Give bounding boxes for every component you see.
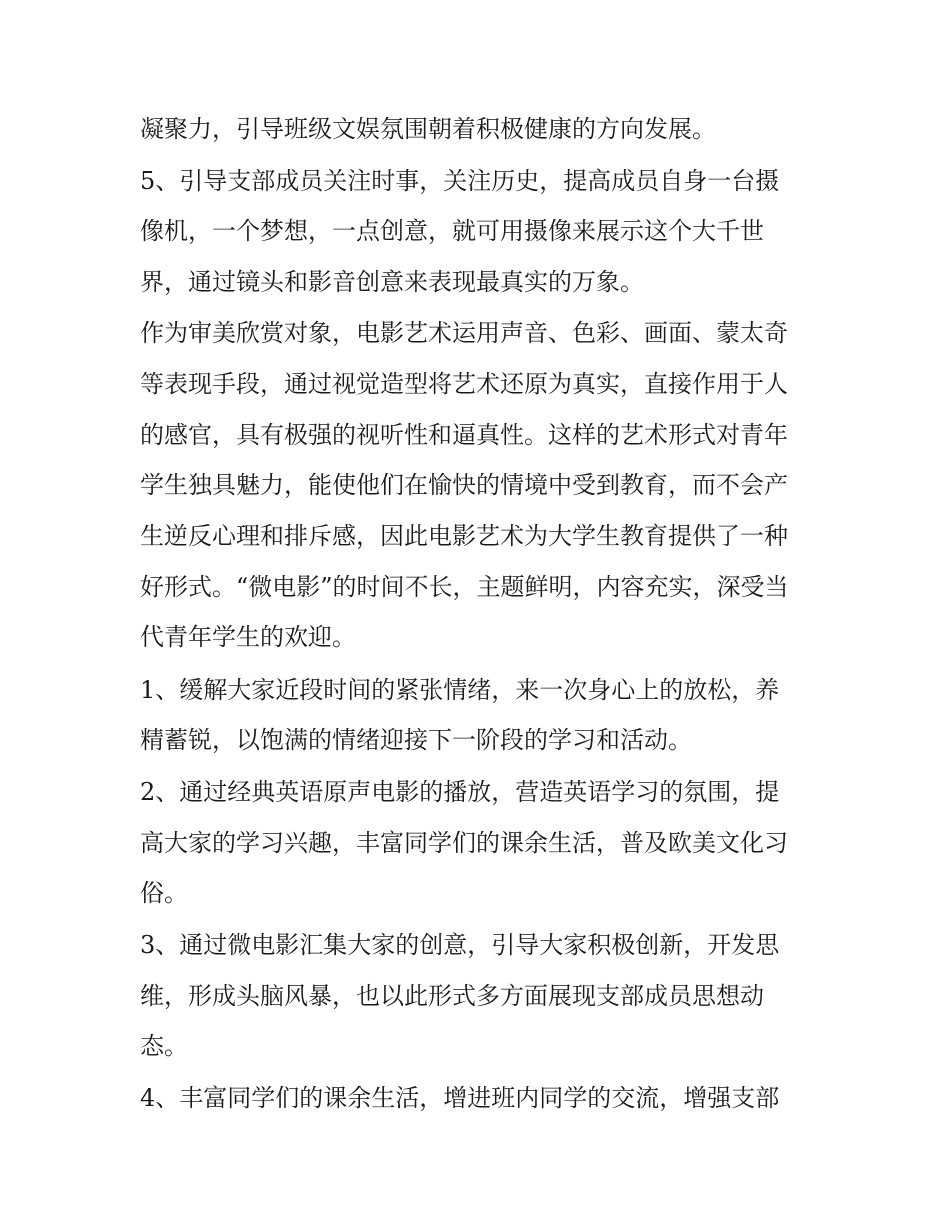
text-line: 凝聚力，引导班级文娱氛围朝着积极健康的方向发展。 [140,115,716,143]
text-line: 生逆反心理和排斥感，因此电影艺术为大学生教育提供了一种 [140,522,788,550]
text-line: 界，通过镜头和影音创意来表现最真实的万象。 [140,268,644,296]
text-line: 代青年学生的欢迎。 [140,623,356,651]
text-line: 5、引导支部成员关注时事，关注历史，提高成员自身一台摄 [140,167,780,195]
text-line: 等表现手段，通过视觉造型将艺术还原为真实，直接作用于人 [140,370,788,398]
text-line: 好形式。“微电影”的时间不长，主题鲜明，内容充实，深受当 [140,573,789,601]
text-line: 4、丰富同学们的课余生活，增进班内同学的交流，增强支部 [140,1084,780,1112]
text-line: 精蓄锐，以饱满的情绪迎接下一阶段的学习和活动。 [140,726,692,754]
text-line: 的感官，具有极强的视听性和逼真性。这样的艺术形式对青年 [140,421,788,449]
text-line: 作为审美欣赏对象，电影艺术运用声音、色彩、画面、蒙太奇 [140,319,788,347]
text-line: 高大家的学习兴趣，丰富同学们的课余生活，普及欧美文化习 [140,829,788,857]
text-line: 态。 [140,1032,188,1060]
text-line: 维，形成头脑风暴，也以此形式多方面展现支部成员思想动 [140,982,764,1010]
text-line: 3、通过微电影汇集大家的创意，引导大家积极创新，开发思 [140,931,780,959]
text-line: 像机，一个梦想，一点创意，就可用摄像来展示这个大千世 [140,217,764,245]
text-line: 1、缓解大家近段时间的紧张情绪，来一次身心上的放松，养 [140,676,780,704]
text-line: 俗。 [140,879,188,907]
text-line: 学生独具魅力，能使他们在愉快的情境中受到教育，而不会产 [140,471,788,499]
text-line: 2、通过经典英语原声电影的播放，营造英语学习的氛围，提 [140,778,780,806]
